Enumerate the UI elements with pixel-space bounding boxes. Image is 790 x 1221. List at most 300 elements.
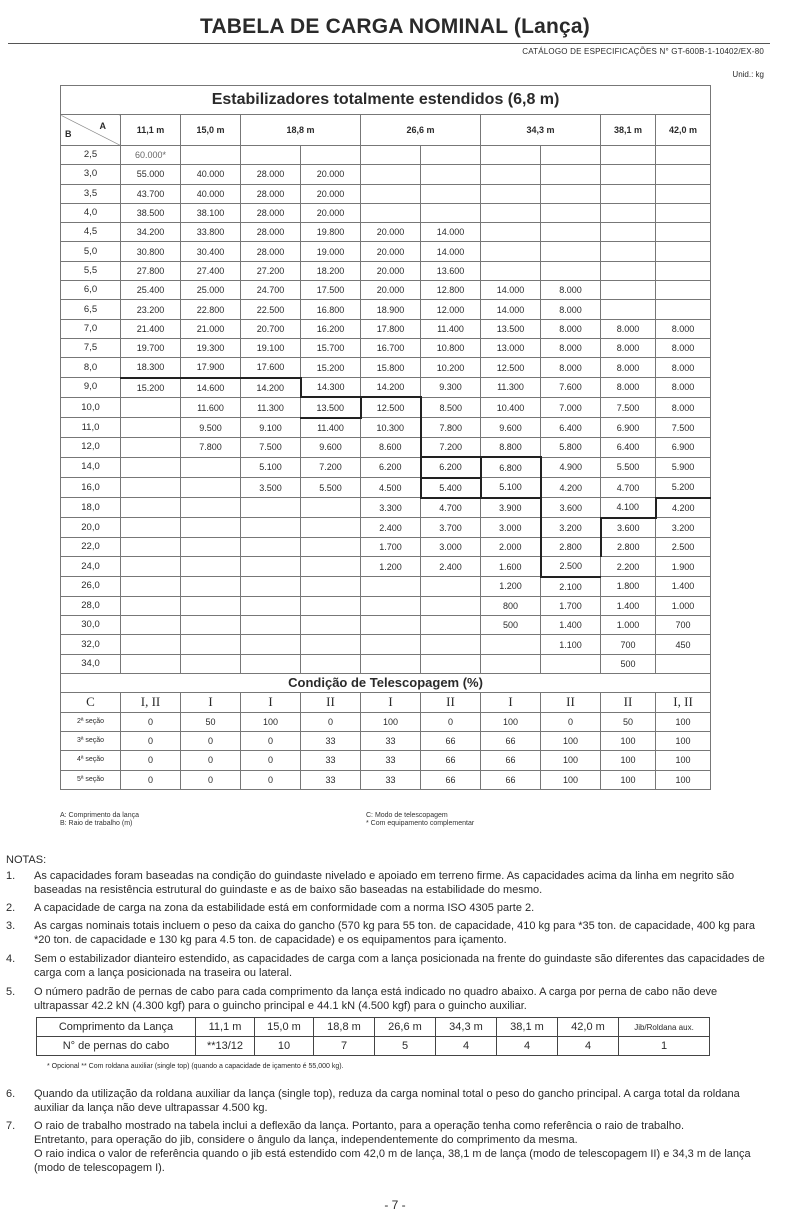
radius-cell: 6,5 [61,300,121,319]
load-cell: 40.000 [181,165,241,184]
section-cell: 0 [121,712,181,731]
load-cell [421,616,481,635]
load-cell: 15.800 [361,358,421,378]
load-cell: 20.000 [361,281,421,300]
note-item: 7. O raio de trabalho mostrado na tabela inclui a deflexão da lança. Portanto, para a operação tenha como referência o raio de trabalho. Entretanto, para operação do jib, considere o ângulo da lança, independentemente do comprimento da mesma. O raio indica o valor de referência quando o jib está estendido com 42,0 m de lança, 38,1 m de lança (modo de telescopagem II) e 34,3 m de lança (modo de telescopagem I). [6,1120,751,1174]
radius-cell: 34,0 [61,654,121,673]
section-cell: 0 [121,731,181,750]
radius-cell: 4,0 [61,203,121,222]
b-label: B [65,129,72,139]
load-cell: 3.900 [481,498,541,518]
load-cell [241,596,301,615]
load-cell: 21.400 [121,319,181,338]
load-cell: 15.200 [301,358,361,378]
radius-cell: 20,0 [61,518,121,538]
load-cell: 20.000 [301,184,361,203]
radius-cell: 7,5 [61,338,121,357]
catalog-number: CATÁLOGO DE ESPECIFICAÇÕES N° GT-600B-1-10402/EX-80 [522,47,764,56]
load-cell [121,397,181,417]
load-cell: 13.600 [421,261,481,280]
load-cell [656,223,711,242]
load-cell: 2.500 [541,557,601,577]
section-label: 4ª seção [61,751,121,770]
section-cell: 0 [541,712,601,731]
load-cell [181,596,241,615]
load-cell: 7.200 [301,457,361,477]
radius-cell: 12,0 [61,437,121,457]
radius-cell: 10,0 [61,397,121,417]
load-cell: 27.800 [121,261,181,280]
section-cell: 100 [241,712,301,731]
boom-length-header: 38,1 m [601,115,656,146]
mode-cell: I [481,693,541,712]
section-cell: 33 [301,731,361,750]
load-cell [301,654,361,673]
load-cell: 8.000 [601,378,656,398]
load-cell [421,165,481,184]
load-cell [361,184,421,203]
load-row [61,498,711,518]
a-label: A [99,121,106,131]
load-cell: 22.800 [181,300,241,319]
section-cell: 0 [121,751,181,770]
section-cell: 66 [421,731,481,750]
load-cell: 15.700 [301,338,361,357]
load-cell: 2.400 [361,518,421,538]
load-cell [656,300,711,319]
load-cell [121,498,181,518]
load-cell: 12.800 [421,281,481,300]
load-cell: 7.000 [541,397,601,417]
load-cell: 3.600 [541,498,601,518]
load-cell: 28.000 [241,165,301,184]
load-cell: 1.200 [481,577,541,597]
load-cell: 14.600 [181,378,241,398]
load-cell: 5.800 [541,437,601,457]
mode-cell: I, II [121,693,181,712]
section-cell: 100 [541,770,601,789]
load-cell: 18.200 [301,261,361,280]
section-label: 3ª seção [61,731,121,750]
load-cell: 30.400 [181,242,241,261]
load-cell [541,654,601,673]
load-cell [181,557,241,577]
load-cell: 11.600 [181,397,241,417]
section-cell: 33 [361,751,421,770]
load-cell: 1.600 [481,557,541,577]
load-cell [301,577,361,597]
load-cell: 3.000 [481,518,541,538]
load-cell: 4.700 [601,478,656,498]
load-row [61,261,711,280]
note-item: 6. Quando da utilização da roldana auxiliar da lança (single top), reduza da carga nominal total o peso do gancho principal. A carga total da roldana auxiliar da lança não deve ultrapassar 4.500 kg. [6,1088,740,1114]
radius-cell: 24,0 [61,557,121,577]
boom-length-header: 34,3 m [481,115,601,146]
load-cell: 17.600 [241,358,301,378]
load-cell [361,616,421,635]
load-cell: 38.500 [121,203,181,222]
load-cell [481,146,541,165]
telescoping-title: Condição de Telescopagem (%) [61,674,711,693]
load-cell [421,635,481,654]
load-cell: 4.200 [541,478,601,498]
load-cell: 15.200 [121,378,181,398]
load-cell [121,537,181,556]
load-cell [121,437,181,457]
load-cell: 20.000 [361,242,421,261]
load-row [61,397,711,417]
load-cell [421,654,481,673]
load-cell: 700 [601,635,656,654]
load-cell: 450 [656,635,711,654]
radius-cell: 28,0 [61,596,121,615]
section-cell: 33 [301,770,361,789]
load-cell [481,203,541,222]
load-cell: 3.200 [541,518,601,538]
load-cell [121,418,181,438]
load-cell: 7.800 [421,418,481,438]
radius-cell: 5,5 [61,261,121,280]
section-cell: 100 [601,770,656,789]
load-cell [301,146,361,165]
load-cell: 25.400 [121,281,181,300]
load-cell: 8.000 [541,358,601,378]
load-cell [656,165,711,184]
load-cell: 13.000 [481,338,541,357]
load-cell [361,596,421,615]
load-cell [121,616,181,635]
load-cell: 8.000 [601,358,656,378]
load-cell: 43.700 [121,184,181,203]
load-cell: 8.800 [481,437,541,457]
load-row [61,358,711,378]
load-cell: 27.200 [241,261,301,280]
load-cell: 30.800 [121,242,181,261]
load-cell [601,203,656,222]
load-cell: 16.700 [361,338,421,357]
load-cell [361,203,421,222]
radius-cell: 4,5 [61,223,121,242]
load-cell [301,537,361,556]
load-cell: 5.900 [656,457,711,477]
load-cell: 28.000 [241,203,301,222]
boom-length-header: 42,0 m [656,115,711,146]
load-cell: 5.500 [301,478,361,498]
section-cell: 33 [361,770,421,789]
load-cell: 4.500 [361,478,421,498]
load-cell: 17.900 [181,358,241,378]
load-cell: 18.300 [121,358,181,378]
load-row [61,203,711,222]
load-cell: 20.000 [361,261,421,280]
load-cell [241,557,301,577]
load-cell: 7.600 [541,378,601,398]
load-cell: 1.800 [601,577,656,597]
note-item: 2. A capacidade de carga na zona da estabilidade está em conformidade com a norma ISO 4305 parte 2. [6,902,535,914]
radius-cell: 16,0 [61,478,121,498]
load-cell [421,146,481,165]
load-cell: 9.300 [421,378,481,398]
boom-length-header: 11,1 m [121,115,181,146]
load-cell [421,203,481,222]
load-cell: 8.000 [656,378,711,398]
radius-cell: 9,0 [61,378,121,398]
cable-cell: 5 [375,1037,436,1056]
cable-cell: 7 [314,1037,375,1056]
cable-cell: **13/12 [196,1037,255,1056]
cable-cell: 11,1 m [196,1018,255,1037]
load-cell: 7.200 [421,437,481,457]
load-cell: 14.000 [421,223,481,242]
cable-cell: 34,3 m [436,1018,497,1037]
section-cell: 0 [181,751,241,770]
load-row [61,165,711,184]
load-cell: 500 [481,616,541,635]
load-cell: 8.500 [421,397,481,417]
load-cell [601,146,656,165]
load-cell [241,635,301,654]
load-cell: 1.000 [656,596,711,615]
mode-cell: II [421,693,481,712]
load-cell [481,223,541,242]
mode-cell: I, II [656,693,711,712]
cable-cell: 4 [497,1037,558,1056]
note-item: 5. O número padrão de pernas de cabo para cada comprimento da lança está indicado no quadro abaixo. A carga por perna de cabo não deve ultrapassar 42.2 kN (4.300 kgf) para o guincho principal e 44.1 kN (4.500 kgf) para o guincho auxiliar. [6,986,718,1012]
load-cell: 10.400 [481,397,541,417]
load-cell [541,261,601,280]
load-cell: 7.500 [656,418,711,438]
load-row [61,478,711,498]
load-cell [121,518,181,538]
ab-corner-cell [61,115,121,146]
section-label: 2ª seção [61,712,121,731]
section-label: 5ª seção [61,770,121,789]
cable-parts-table [36,1017,710,1056]
cable-cell: 1 [619,1037,710,1056]
section-cell: 100 [656,731,711,750]
load-cell: 28.000 [241,223,301,242]
section-cell: 0 [241,731,301,750]
load-cell: 14.200 [361,378,421,398]
load-cell: 1.200 [361,557,421,577]
load-cell: 13.500 [301,397,361,417]
note-item: 3. As cargas nominais totais incluem o peso da caixa do gancho (570 kg para 55 ton. de capacidade, 410 kg para *35 ton. de capacidade, 400 kg para *20 ton. de capacidade e 130 kg para 4.5 ton. de capacidade) e os equipamentos para içamento. [6,920,755,946]
load-cell: 6.900 [656,437,711,457]
load-cell: 1.100 [541,635,601,654]
mode-cell: I [241,693,301,712]
load-cell: 14.000 [421,242,481,261]
load-cell: 16.800 [301,300,361,319]
load-cell: 8.000 [541,300,601,319]
radius-cell: 32,0 [61,635,121,654]
radius-cell: 8,0 [61,358,121,378]
load-cell: 1.700 [361,537,421,556]
load-cell: 4.700 [421,498,481,518]
load-cell: 2.000 [481,537,541,556]
section-cell: 100 [656,770,711,789]
mode-cell: II [301,693,361,712]
load-cell: 1.700 [541,596,601,615]
load-row [61,616,711,635]
load-cell: 14.000 [481,300,541,319]
load-cell: 3.300 [361,498,421,518]
load-cell: 2.100 [541,577,601,597]
load-cell [361,635,421,654]
load-cell [121,654,181,673]
radius-cell: 5,0 [61,242,121,261]
legend-star: * Com equipamento complementar [366,820,475,827]
load-cell [421,577,481,597]
page-number: - 7 - [384,1198,406,1212]
load-cell: 8.000 [656,397,711,417]
load-cell [541,146,601,165]
load-cell [121,577,181,597]
load-cell [421,184,481,203]
load-cell: 2.200 [601,557,656,577]
cable-footnote: * Opcional ** Com roldana auxiliar (single top) (quando a capacidade de içamento é 55,000 kg). [47,1063,344,1070]
boom-length-header: 15,0 m [181,115,241,146]
load-row [61,596,711,615]
load-cell: 4.100 [601,498,656,518]
load-cell [121,596,181,615]
load-cell: 23.200 [121,300,181,319]
load-cell: 19.100 [241,338,301,357]
load-cell: 700 [656,616,711,635]
load-cell [181,146,241,165]
load-cell: 11.300 [481,378,541,398]
load-cell: 2.800 [541,537,601,556]
load-cell [121,635,181,654]
load-cell: 6.900 [601,418,656,438]
note-item: 1. As capacidades foram baseadas na condição do guindaste nivelado e apoiado em terreno firme. As capacidades acima da linha em negrito são baseadas na resistência estrutural do guindaste e as de baixo são baseadas na estabilidade do mesmo. [6,870,735,896]
load-cell: 4.200 [656,498,711,518]
load-cell [481,184,541,203]
load-cell [241,537,301,556]
load-cell: 27.400 [181,261,241,280]
load-cell [541,165,601,184]
load-row [61,378,711,398]
load-cell: 6.200 [421,457,481,477]
load-cell [601,242,656,261]
section-cell: 0 [121,770,181,789]
load-cell: 800 [481,596,541,615]
load-cell [301,596,361,615]
load-cell [241,616,301,635]
load-cell: 6.800 [481,457,541,477]
cable-cell: 4 [436,1037,497,1056]
load-cell [181,577,241,597]
load-cell: 3.200 [656,518,711,538]
load-cell: 11.400 [301,418,361,438]
section-cell: 100 [481,712,541,731]
load-cell: 20.000 [361,223,421,242]
load-cell: 19.000 [301,242,361,261]
load-cell [301,518,361,538]
section-cell: 100 [541,751,601,770]
load-cell: 8.000 [541,319,601,338]
load-cell: 10.200 [421,358,481,378]
load-cell: 3.500 [241,478,301,498]
load-cell: 10.800 [421,338,481,357]
load-cell: 11.400 [421,319,481,338]
load-cell [481,242,541,261]
section-cell: 33 [361,731,421,750]
load-cell: 22.500 [241,300,301,319]
radius-cell: 30,0 [61,616,121,635]
load-cell [181,457,241,477]
load-cell [541,223,601,242]
radius-cell: 3,0 [61,165,121,184]
load-cell: 19.300 [181,338,241,357]
load-cell: 9.600 [481,418,541,438]
load-cell [361,577,421,597]
load-row [61,223,711,242]
load-row [61,338,711,357]
load-cell [421,596,481,615]
section-cell: 100 [601,731,656,750]
load-cell: 6.400 [601,437,656,457]
section-cell: 66 [421,770,481,789]
load-cell [361,165,421,184]
load-cell: 24.700 [241,281,301,300]
title-divider [8,43,770,44]
load-cell [481,261,541,280]
load-cell [656,242,711,261]
load-cell: 8.000 [601,319,656,338]
load-cell [481,654,541,673]
section-cell: 0 [301,712,361,731]
load-row [61,146,711,165]
load-row [61,577,711,597]
load-cell: 20.000 [301,165,361,184]
section-cell: 100 [541,731,601,750]
load-cell [241,498,301,518]
load-cell [601,261,656,280]
load-cell: 33.800 [181,223,241,242]
load-cell [181,478,241,498]
load-cell: 5.200 [656,478,711,498]
section-cell: 0 [421,712,481,731]
load-cell: 38.100 [181,203,241,222]
section-cell: 0 [181,770,241,789]
table-heading: Estabilizadores totalmente estendidos (6,8 m) [61,86,711,115]
load-cell [361,654,421,673]
section-cell: 66 [421,751,481,770]
load-cell: 60.000* [121,146,181,165]
load-row [61,300,711,319]
page-title: TABELA DE CARGA NOMINAL (Lança) [199,15,591,38]
load-cell [301,616,361,635]
load-cell: 8.000 [601,338,656,357]
load-row [61,319,711,338]
load-cell [241,518,301,538]
load-cell: 12.500 [361,397,421,417]
load-cell [301,557,361,577]
radius-cell: 3,5 [61,184,121,203]
load-row [61,184,711,203]
load-cell [601,281,656,300]
load-cell [541,203,601,222]
load-cell [601,223,656,242]
load-cell [656,184,711,203]
load-cell: 8.000 [541,338,601,357]
load-row [61,537,711,556]
load-cell: 14.300 [301,378,361,398]
unit-label: Unid.: kg [732,70,764,79]
cable-cell: 26,6 m [375,1018,436,1037]
radius-cell: 11,0 [61,418,121,438]
load-cell: 10.300 [361,418,421,438]
